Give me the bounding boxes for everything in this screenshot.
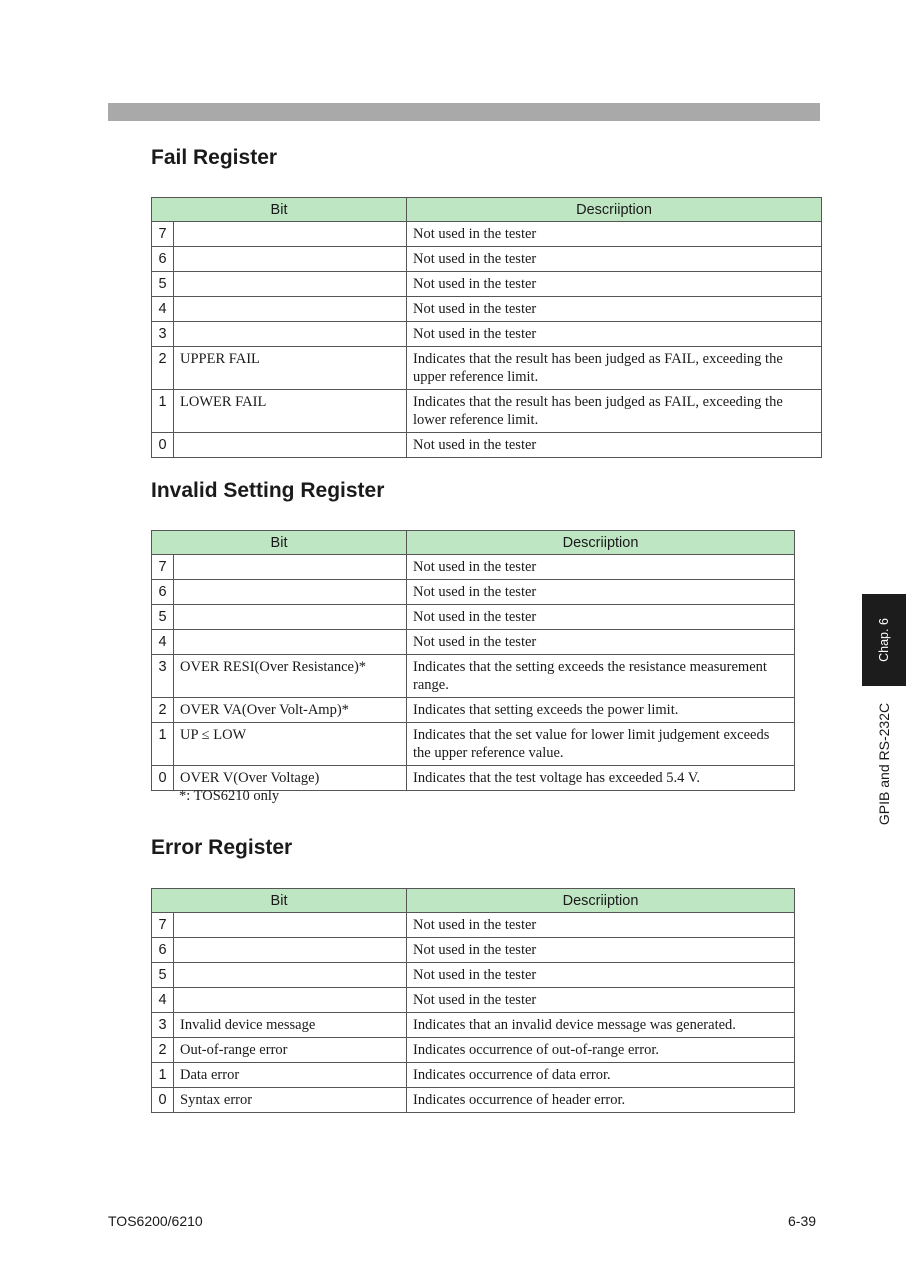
bit-name: OVER VA(Over Volt-Amp)* [174, 698, 407, 723]
bit-number: 6 [152, 247, 174, 272]
bit-number: 2 [152, 347, 174, 390]
bit-description: Not used in the tester [407, 938, 795, 963]
fail-register-body [152, 222, 822, 458]
table-row [152, 555, 795, 580]
footer-model: TOS6200/6210 [108, 1213, 203, 1229]
table-row [152, 655, 795, 698]
col-header-description: Descriiption [407, 531, 795, 555]
bit-description: Not used in the tester [407, 247, 822, 272]
bit-name [174, 222, 407, 247]
bit-name [174, 963, 407, 988]
bit-description: Not used in the tester [407, 555, 795, 580]
bit-name: Syntax error [174, 1088, 407, 1113]
col-header-bit: Bit [152, 198, 407, 222]
bit-name [174, 630, 407, 655]
bit-number: 7 [152, 913, 174, 938]
bit-description: Indicates that the set value for lower limit judgement exceeds the upper reference value. [407, 723, 795, 766]
col-header-bit: Bit [152, 889, 407, 913]
section-label: GPIB and RS-232C [876, 702, 892, 826]
chapter-label: Chap. 6 [877, 618, 891, 662]
bit-number: 6 [152, 580, 174, 605]
bit-name: Data error [174, 1063, 407, 1088]
col-header-description: Descriiption [407, 889, 795, 913]
bit-number: 3 [152, 322, 174, 347]
bit-number: 0 [152, 1088, 174, 1113]
table-row [152, 630, 795, 655]
bit-name [174, 605, 407, 630]
bit-name [174, 913, 407, 938]
table-row [152, 605, 795, 630]
bit-number: 4 [152, 297, 174, 322]
bit-number: 0 [152, 766, 174, 791]
bit-name [174, 272, 407, 297]
bit-description: Indicates occurrence of header error. [407, 1088, 795, 1113]
error-register-title: Error Register [151, 836, 293, 859]
table-row [152, 1088, 795, 1113]
error-register-body [152, 913, 795, 1113]
invalid-setting-register-body [152, 555, 795, 791]
bit-name [174, 580, 407, 605]
bit-description: Not used in the tester [407, 297, 822, 322]
bit-description: Not used in the tester [407, 272, 822, 297]
table-row [152, 297, 822, 322]
bit-number: 1 [152, 1063, 174, 1088]
bit-number: 5 [152, 963, 174, 988]
bit-description: Not used in the tester [407, 605, 795, 630]
table-row [152, 766, 795, 791]
bit-name [174, 297, 407, 322]
error-register-table [151, 888, 795, 1113]
table-row [152, 963, 795, 988]
fail-register-title: Fail Register [151, 146, 278, 169]
bit-number: 7 [152, 222, 174, 247]
col-header-bit: Bit [152, 531, 407, 555]
bit-description: Indicates occurrence of out-of-range error. [407, 1038, 795, 1063]
table-row [152, 433, 822, 458]
table-row [152, 1063, 795, 1088]
bit-number: 5 [152, 272, 174, 297]
footer-page-number: 6-39 [788, 1213, 817, 1229]
bit-description: Not used in the tester [407, 433, 822, 458]
bit-name: OVER RESI(Over Resistance)* [174, 655, 407, 698]
bit-name: Out-of-range error [174, 1038, 407, 1063]
invalid-setting-register-title: Invalid Setting Register [151, 479, 385, 502]
bit-description: Not used in the tester [407, 630, 795, 655]
footnote-tos6210-only: *: TOS6210 only [179, 788, 280, 804]
bit-description: Indicates that the result has been judged as FAIL, exceeding the lower reference limit. [407, 390, 822, 433]
table-row [152, 1013, 795, 1038]
bit-number: 2 [152, 1038, 174, 1063]
table-row [152, 322, 822, 347]
bit-description: Indicates that the result has been judged as FAIL, exceeding the upper reference limit. [407, 347, 822, 390]
bit-name [174, 555, 407, 580]
table-row [152, 938, 795, 963]
header-rule-bar [108, 103, 820, 121]
bit-description: Indicates that the test voltage has exceeded 5.4 V. [407, 766, 795, 791]
bit-name [174, 247, 407, 272]
table-row [152, 390, 822, 433]
bit-name: UPPER FAIL [174, 347, 407, 390]
bit-description: Indicates that the setting exceeds the resistance measurement range. [407, 655, 795, 698]
bit-description: Not used in the tester [407, 988, 795, 1013]
table-row [152, 723, 795, 766]
table-row [152, 347, 822, 390]
table-row [152, 272, 822, 297]
bit-name [174, 938, 407, 963]
bit-number: 4 [152, 630, 174, 655]
bit-description: Not used in the tester [407, 963, 795, 988]
table-row [152, 247, 822, 272]
bit-number: 3 [152, 655, 174, 698]
bit-name [174, 433, 407, 458]
bit-name: UP ≤ LOW [174, 723, 407, 766]
bit-number: 6 [152, 938, 174, 963]
table-row [152, 1038, 795, 1063]
bit-name [174, 322, 407, 347]
bit-name: OVER V(Over Voltage) [174, 766, 407, 791]
bit-number: 0 [152, 433, 174, 458]
bit-name: Invalid device message [174, 1013, 407, 1038]
bit-description: Not used in the tester [407, 322, 822, 347]
bit-description: Not used in the tester [407, 913, 795, 938]
table-row [152, 222, 822, 247]
bit-name [174, 988, 407, 1013]
bit-number: 7 [152, 555, 174, 580]
bit-description: Not used in the tester [407, 580, 795, 605]
table-row [152, 698, 795, 723]
bit-number: 5 [152, 605, 174, 630]
table-row [152, 580, 795, 605]
table-row [152, 913, 795, 938]
bit-name: LOWER FAIL [174, 390, 407, 433]
bit-description: Indicates that an invalid device message was generated. [407, 1013, 795, 1038]
bit-number: 4 [152, 988, 174, 1013]
bit-number: 1 [152, 723, 174, 766]
chapter-tab [862, 594, 906, 686]
fail-register-table [151, 197, 822, 458]
bit-description: Not used in the tester [407, 222, 822, 247]
bit-description: Indicates that setting exceeds the power limit. [407, 698, 795, 723]
invalid-setting-register-table [151, 530, 795, 791]
table-row [152, 988, 795, 1013]
bit-number: 2 [152, 698, 174, 723]
col-header-description: Descriiption [407, 198, 822, 222]
bit-number: 1 [152, 390, 174, 433]
bit-description: Indicates occurrence of data error. [407, 1063, 795, 1088]
bit-number: 3 [152, 1013, 174, 1038]
